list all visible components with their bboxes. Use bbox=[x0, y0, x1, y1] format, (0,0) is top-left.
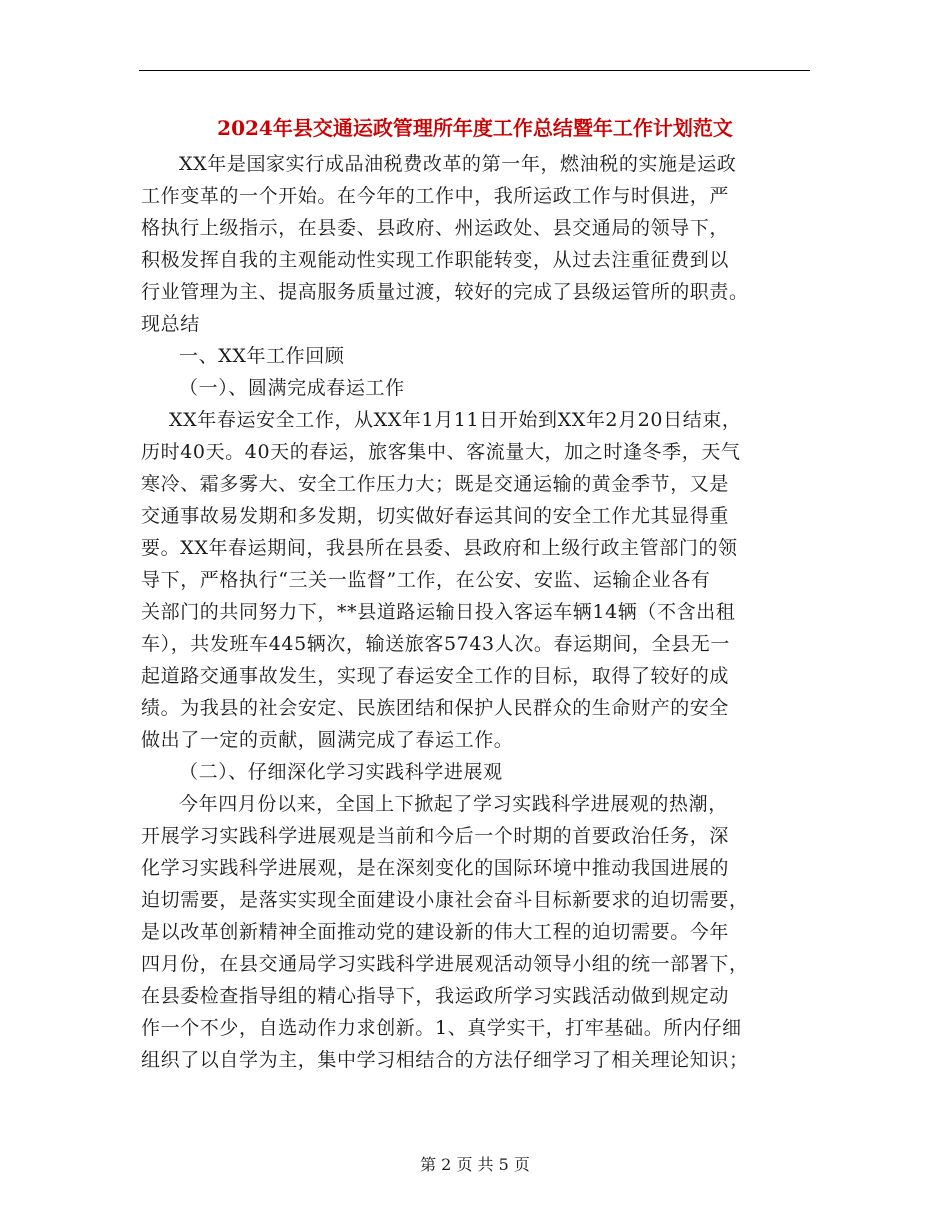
page-number-footer: 第 2 页 共 5 页 bbox=[420, 1155, 530, 1174]
paragraph-line: 作一个不少，自选动作力求创新。1、真学实干，打牢基础。所内仔细 bbox=[141, 1017, 742, 1039]
paragraph-line: 导下，严格执行“三关一监督”工作，在公安、安监、运输企业各有 bbox=[141, 569, 711, 591]
header-rule bbox=[139, 70, 810, 71]
paragraph-line: XX年是国家实行成品油税费改革的第一年，燃油税的实施是运政 bbox=[179, 153, 737, 175]
paragraph-line: 起道路交通事故发生，实现了春运安全工作的目标，取得了较好的成 bbox=[141, 665, 730, 687]
paragraph-line: 绩。为我县的社会安定、民族团结和保护人民群众的生命财产的安全 bbox=[141, 697, 730, 719]
paragraph-line: 行业管理为主、提高服务质量过渡，较好的完成了县级运管所的职责。 bbox=[141, 281, 749, 303]
paragraph-line: 寒冷、霜多雾大、安全工作压力大；既是交通运输的黄金季节，又是 bbox=[141, 473, 730, 495]
paragraph-line: XX年春运安全工作，从XX年1月11日开始到XX年2月20日结束， bbox=[169, 409, 742, 431]
subsection-heading: （二）、仔细深化学习实践科学进展观 bbox=[179, 761, 503, 783]
paragraph-line: 是以改革创新精神全面推动党的建设新的伟大工程的迫切需要。今年 bbox=[141, 921, 730, 943]
paragraph-line: 化学习实践科学进展观，是在深刻变化的国际环境中推动我国进展的 bbox=[141, 857, 730, 879]
paragraph-line: 格执行上级指示，在县委、县政府、州运政处、县交通局的领导下， bbox=[141, 217, 730, 239]
paragraph-line: 现总结 bbox=[141, 313, 200, 335]
document-title: 2024年县交通运政管理所年度工作总结暨年工作计划范文 bbox=[217, 116, 733, 140]
paragraph-line: 工作变革的一个开始。在今年的工作中，我所运政工作与时俱进，严 bbox=[141, 185, 730, 207]
paragraph-line: 历时40天。40天的春运，旅客集中、客流量大，加之时逢冬季，天气 bbox=[141, 441, 741, 463]
document-body bbox=[141, 148, 821, 1076]
paragraph-line: 关部门的共同努力下，**县道路运输日投入客运车辆14辆（不含出租 bbox=[141, 601, 736, 623]
paragraph-line: 要。XX年春运期间，我县所在县委、县政府和上级行政主管部门的领 bbox=[141, 537, 738, 559]
paragraph-line: 积极发挥自我的主观能动性实现工作职能转变，从过去注重征费到以 bbox=[141, 249, 730, 271]
paragraph-line: 交通事故易发期和多发期，切实做好春运其间的安全工作尤其显得重 bbox=[141, 505, 730, 527]
paragraph-line: 迫切需要，是落实实现全面建设小康社会奋斗目标新要求的迫切需要， bbox=[141, 889, 749, 911]
section-heading: 一、XX年工作回顾 bbox=[179, 345, 345, 367]
paragraph-line: 车），共发班车445辆次，输送旅客5743人次。春运期间，全县无一 bbox=[141, 633, 730, 655]
paragraph-line: 今年四月份以来，全国上下掀起了学习实践科学进展观的热潮， bbox=[179, 793, 728, 815]
paragraph-line: 在县委检查指导组的精心指导下，我运政所学习实践活动做到规定动 bbox=[141, 985, 730, 1007]
paragraph-line: 做出了一定的贡献，圆满完成了春运工作。 bbox=[141, 729, 514, 751]
paragraph-line: 开展学习实践科学进展观是当前和今后一个时期的首要政治任务，深 bbox=[141, 825, 730, 847]
subsection-heading: （一）、圆满完成春运工作 bbox=[179, 377, 405, 399]
paragraph-line: 四月份，在县交通局学习实践科学进展观活动领导小组的统一部署下， bbox=[141, 953, 749, 975]
paragraph-line: 组织了以自学为主，集中学习相结合的方法仔细学习了相关理论知识； bbox=[141, 1049, 749, 1071]
